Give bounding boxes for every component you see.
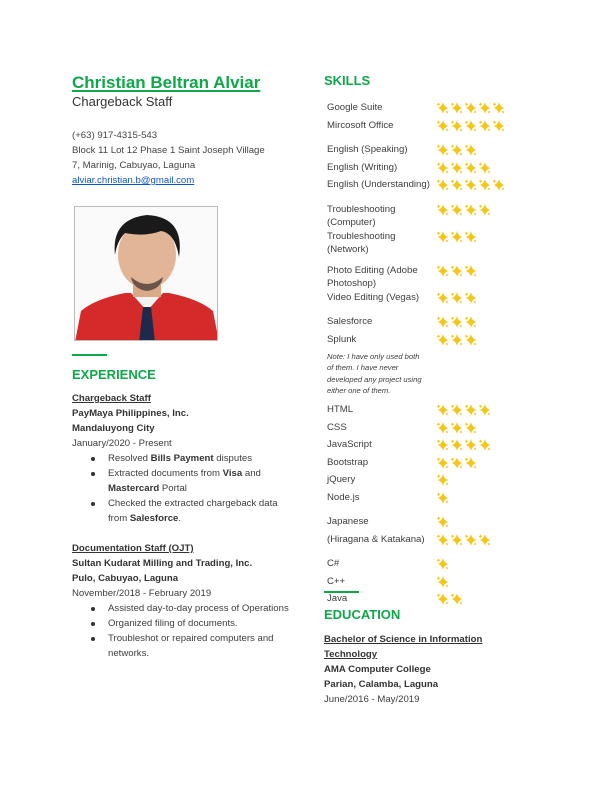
sparkles-icon (436, 334, 449, 351)
skill-group (327, 515, 527, 550)
skill-rating (436, 533, 491, 551)
skill-label: Bootstrap (327, 456, 369, 468)
skill-rating (436, 101, 505, 119)
skill-label: jQuery (327, 474, 356, 486)
skill-row (327, 315, 527, 333)
sparkles-icon (450, 204, 463, 230)
sparkles-icon (436, 316, 449, 333)
job-title: Chargeback Staff (72, 393, 151, 404)
job-entry (72, 391, 297, 526)
skill-rating (436, 203, 491, 230)
skill-label: CSS (327, 421, 347, 433)
skill-label: (Hiragana & Katakana) (327, 533, 425, 545)
skill-row (327, 143, 527, 161)
skill-rating (436, 421, 477, 439)
job-subtitle: Chargeback Staff (72, 94, 173, 109)
text: Extracted documents from (108, 468, 223, 479)
skill-row (327, 333, 527, 351)
sparkles-icon (436, 474, 449, 491)
contact-info (72, 128, 302, 188)
sparkles-icon (464, 231, 477, 257)
job-location: Pulo, Cabuyao, Laguna (72, 573, 179, 584)
skill-label: HTML (327, 404, 354, 416)
skill-row (327, 491, 527, 509)
skill-label: Mircosoft Office (327, 119, 394, 131)
text: Portal (159, 483, 187, 494)
sparkles-icon (464, 102, 477, 119)
section-divider (72, 354, 107, 356)
skill-rating (436, 575, 449, 593)
sparkles-icon (464, 144, 477, 161)
skill-group (327, 315, 527, 396)
sparkles-icon (464, 316, 477, 333)
skill-row (327, 230, 527, 257)
sparkles-icon (478, 179, 491, 196)
school-location: Parian, Calamba, Laguna (324, 679, 439, 690)
skill-row (327, 291, 527, 309)
skill-label: Google Suite (327, 102, 383, 113)
skill-group (327, 403, 527, 508)
sparkles-icon (450, 265, 463, 291)
skill-group (327, 557, 527, 610)
sparkles-icon (450, 231, 463, 257)
sparkles-icon (464, 204, 477, 230)
sparkles-icon (436, 534, 449, 551)
skill-label: English (Writing) (327, 161, 398, 173)
skill-note: Note: I have only used both of them. I have never developed any project using either one of them. (327, 352, 422, 395)
sparkles-icon (478, 404, 491, 421)
skill-rating (436, 291, 477, 309)
sparkles-icon (436, 204, 449, 230)
skill-label: Photo Editing (Adobe Photoshop) (327, 264, 418, 289)
sparkles-icon (436, 102, 449, 119)
sparkles-icon (464, 179, 477, 196)
sparkles-icon (436, 576, 449, 593)
company: Sultan Kudarat Milling and Trading, Inc. (72, 558, 253, 569)
job-entry (72, 541, 297, 661)
skill-rating (436, 230, 477, 257)
profile-photo (74, 206, 218, 341)
skill-row (327, 575, 527, 593)
sparkles-icon (478, 162, 491, 179)
bullet-item (108, 496, 297, 526)
sparkles-icon (436, 231, 449, 257)
skill-rating (436, 178, 505, 196)
text: Checked the extracted chargeback data from (108, 498, 278, 524)
skill-row (327, 557, 527, 575)
skill-group (327, 264, 527, 309)
skill-label: Troubleshooting (Network) (327, 230, 396, 255)
sparkles-icon (436, 404, 449, 421)
skill-label: JavaScript (327, 439, 372, 451)
skill-group (327, 143, 527, 196)
sparkles-icon (464, 439, 477, 456)
skill-rating (436, 119, 505, 137)
bullet-item (108, 451, 297, 466)
sparkles-icon (464, 265, 477, 291)
sparkles-icon (464, 457, 477, 474)
sparkles-icon (436, 162, 449, 179)
job-location: Mandaluyong City (72, 423, 155, 434)
sparkles-icon (478, 439, 491, 456)
school: AMA Computer College (324, 664, 431, 675)
phone: (+63) 917-4315-543 (72, 130, 158, 141)
skill-row (327, 438, 527, 456)
text: and (242, 468, 261, 479)
sparkles-icon (450, 144, 463, 161)
text: Organized filing of documents. (108, 618, 238, 629)
skill-row (327, 533, 527, 551)
education-heading: EDUCATION (324, 607, 401, 622)
sparkles-icon (436, 558, 449, 575)
skill-row (327, 178, 527, 196)
sparkles-icon (492, 179, 505, 196)
skill-row (327, 119, 527, 137)
skill-label: English (Understanding) (327, 179, 430, 190)
skill-row (327, 264, 527, 291)
job-bullets (72, 451, 297, 526)
skill-label: Node.js (327, 491, 360, 503)
candidate-name: Christian Beltran Alviar (72, 73, 261, 92)
skill-label: Video Editing (Vegas) (327, 291, 420, 303)
sparkles-icon (464, 162, 477, 179)
sparkles-icon (492, 120, 505, 137)
sparkles-icon (436, 422, 449, 439)
text: Resolved (108, 453, 151, 464)
job-bullets (72, 601, 297, 661)
skill-group (327, 203, 527, 257)
skill-rating (436, 333, 477, 351)
sparkles-icon (436, 593, 449, 610)
sparkles-icon (450, 162, 463, 179)
sparkles-icon (450, 404, 463, 421)
skill-label: Splunk (327, 333, 357, 345)
experience-heading: EXPERIENCE (72, 367, 156, 382)
sparkles-icon (436, 144, 449, 161)
skill-label: Salesforce (327, 316, 373, 327)
skill-rating (436, 161, 491, 179)
company: PayMaya Philippines, Inc. (72, 408, 189, 419)
skill-label: Japanese (327, 516, 369, 528)
email-link[interactable]: alviar.christian.b@gmail.com (72, 175, 195, 186)
sparkles-icon (464, 334, 477, 351)
skill-rating (436, 592, 463, 610)
sparkles-icon (450, 334, 463, 351)
sparkles-icon (450, 457, 463, 474)
skill-rating (436, 515, 449, 533)
sparkles-icon (450, 316, 463, 333)
skill-group (327, 101, 527, 136)
sparkles-icon (436, 120, 449, 137)
skill-label: C++ (327, 575, 346, 587)
sparkles-icon (478, 204, 491, 230)
address-line-2: 7, Marinig, Cabuyao, Laguna (72, 160, 196, 171)
sparkles-icon (450, 120, 463, 137)
skill-row (327, 473, 527, 491)
bullet-item (108, 466, 297, 496)
skill-rating (436, 557, 449, 575)
skill-rating (436, 403, 491, 421)
bold-text: Mastercard (108, 483, 160, 494)
job-title: Documentation Staff (OJT) (72, 543, 194, 554)
skill-rating (436, 473, 449, 491)
skill-rating (436, 438, 491, 456)
text: Assisted day-to-day process of Operations (108, 603, 289, 614)
sparkles-icon (436, 179, 449, 196)
skill-rating (436, 143, 477, 161)
section-divider (324, 591, 359, 593)
bold-text: Bills Payment (150, 453, 214, 464)
sparkles-icon (478, 534, 491, 551)
degree: Bachelor of Science in Information Technology (324, 634, 483, 660)
sparkles-icon (450, 179, 463, 196)
experience-list (72, 391, 297, 676)
sparkles-icon (478, 102, 491, 119)
sparkles-icon (464, 534, 477, 551)
sparkles-icon (464, 292, 477, 309)
sparkles-icon (464, 404, 477, 421)
skill-row (327, 203, 527, 230)
skill-rating (436, 491, 449, 509)
text: Troubleshot or repaired computers and networks. (108, 633, 274, 659)
education-entry (324, 632, 524, 707)
skill-row (327, 456, 527, 474)
skill-row (327, 161, 527, 179)
sparkles-icon (478, 120, 491, 137)
bullet-item (108, 631, 297, 661)
skill-label: Troubleshooting (Computer) (327, 203, 396, 228)
skill-label: C# (327, 558, 340, 570)
skill-row (327, 421, 527, 439)
job-dates: January/2020 - Present (72, 438, 172, 449)
skill-label: Java (327, 593, 348, 605)
sparkles-icon (436, 516, 449, 533)
sparkles-icon (436, 292, 449, 309)
sparkles-icon (450, 102, 463, 119)
sparkles-icon (464, 422, 477, 439)
sparkles-icon (450, 422, 463, 439)
sparkles-icon (450, 292, 463, 309)
skills-list (327, 101, 527, 617)
sparkles-icon (450, 439, 463, 456)
bullet-item (108, 601, 297, 616)
skill-label: English (Speaking) (327, 144, 408, 155)
sparkles-icon (450, 593, 463, 610)
sparkles-icon (436, 439, 449, 456)
bold-text: Salesforce (129, 513, 179, 524)
skill-rating (436, 264, 477, 291)
sparkles-icon (464, 120, 477, 137)
job-dates: November/2018 - February 2019 (72, 588, 212, 599)
sparkles-icon (436, 492, 449, 509)
sparkles-icon (436, 457, 449, 474)
skill-row (327, 403, 527, 421)
education-dates: June/2016 - May/2019 (324, 694, 420, 705)
skill-rating (436, 456, 477, 474)
text: disputes (213, 453, 252, 464)
sparkles-icon (492, 102, 505, 119)
sparkles-icon (436, 265, 449, 291)
skill-row (327, 515, 527, 533)
skill-rating (436, 315, 477, 333)
skills-heading: SKILLS (324, 73, 371, 88)
address-line-1: Block 11 Lot 12 Phase 1 Saint Joseph Village (72, 145, 265, 156)
sparkles-icon (450, 534, 463, 551)
text: . (178, 513, 182, 524)
skill-row (327, 101, 527, 119)
bullet-item (108, 616, 297, 631)
bold-text: Visa (222, 468, 243, 479)
